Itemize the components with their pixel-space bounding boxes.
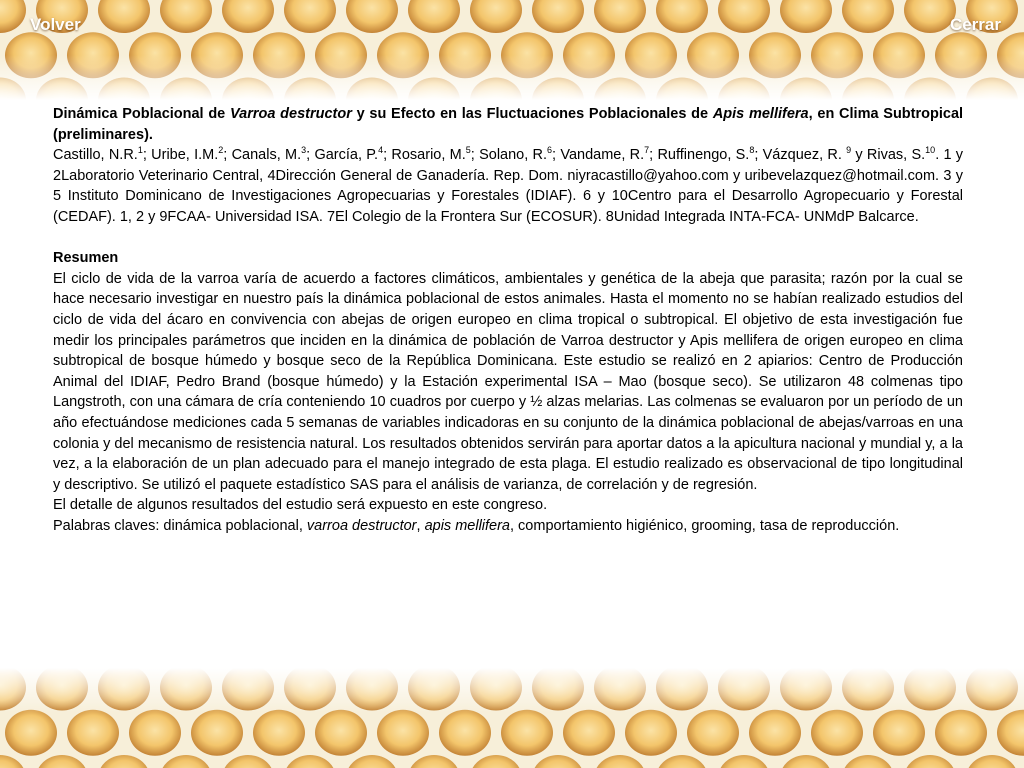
honeycomb-cell bbox=[191, 710, 243, 756]
author-superscript: 4 bbox=[378, 145, 384, 156]
honeycomb-cell bbox=[315, 710, 367, 756]
affiliations-text: . 1 y 2Laboratorio Veterinario Central, 4Dirección General de Ganadería. Rep. Dom. niyracastillo@yahoo.com y uribevelazquez@hotmail.com. 3 y 5 Instituto Dominicano de Investigaciones Agropecuarias y Forestales (IDIAF). 6 y 10Centro para el Desarrollo Agropecuario y Forestal (CEDAF). 1, 2 y 9FCAA- Universidad ISA. 7El Colegio de la Frontera Sur (ECOSUR). 8Unidad Integrada INTA-FCA- UNMdP Balcarce. bbox=[53, 147, 964, 225]
author-superscript: 10 bbox=[925, 145, 936, 156]
author-name: García, P. bbox=[314, 147, 379, 164]
title-text-2: y su Efecto en las Fluctuaciones Poblacionales de bbox=[351, 106, 713, 122]
honeycomb-cell bbox=[67, 710, 119, 756]
abstract-heading: Resumen bbox=[53, 250, 119, 267]
honeycomb-cell bbox=[253, 710, 305, 756]
honeycomb-banner-top bbox=[0, 0, 1024, 100]
author-list: Castillo, N.R.$^1$; Uribe, I.M.$^2$; Canals, M.$^3$; García, P.$^4$; Rosario, M.$^5$; Solano, R.$^6$; Vandame, R.$^7$; Ruffinengo, S.$^8$; Vázquez, R. $^9$ y Rivas, S.$^{10}$ bbox=[53, 145, 936, 164]
honeycomb-cell bbox=[873, 710, 925, 756]
honeycomb-cell bbox=[749, 710, 801, 756]
title-species-apis: Apis mellifera bbox=[712, 106, 809, 122]
close-link[interactable]: Cerrar bbox=[949, 15, 1001, 34]
author-name: Canals, M. bbox=[231, 147, 302, 164]
honeycomb-cell bbox=[439, 710, 491, 756]
title-text-3: , en Clima Subtropical (preliminares). bbox=[53, 106, 964, 143]
keywords-suffix: , comportamiento higiénico, grooming, tasa de reproducción. bbox=[510, 517, 900, 534]
keywords bbox=[53, 516, 963, 537]
keyword-varroa: varroa destructor bbox=[306, 517, 417, 534]
author-superscript: 2 bbox=[218, 145, 224, 156]
honeycomb-cell bbox=[687, 710, 739, 756]
author-superscript: 3 bbox=[301, 145, 307, 156]
honeycomb-cell bbox=[563, 710, 615, 756]
authors-and-affiliations bbox=[53, 145, 963, 227]
honeycomb-cell bbox=[625, 710, 677, 756]
honeycomb-cell bbox=[935, 710, 987, 756]
title-text-1: Dinámica Poblacional de bbox=[53, 106, 230, 122]
author-name: Rosario, M. bbox=[391, 147, 466, 164]
honeycomb-cell bbox=[811, 710, 863, 756]
author-name: Ruffinengo, S. bbox=[657, 147, 750, 164]
abstract-body: El ciclo de vida de la varroa varía de acuerdo a factores climáticos, ambientales y genética de la abeja que parasita; razón por la cual se hace necesario investigar en nuestro país la dinámica poblacional de estos animales. Hasta el momento no se habían realizado estudios del ciclo de vida del ácaro en convivencia con abejas de origen europeo en clima tropical o subtropical. El objetivo de esta investigación fue medir los principales parámetros que inciden en la dinámica de población de Varroa destructor y Apis mellifera de origen europeo en clima subtropical de bosque húmedo y bosque seco de la República Dominicana. Este estudio se realizó en 2 apiarios: Centro de Producción Animal del IDIAF, Pedro Brand (bosque húmedo) y la Estación experimental ISA – Mao (bosque seco). Se utilizaron 48 colmenas tipo Langstroth, con una cámara de cría conteniendo 10 cuadros por cuerpo y ½ alzas melarias. Las colmenas se evaluaron por un período de un año efectuándose mediciones cada 5 semanas de variables indicadoras en su conjunto de la dinámica poblacional de abejas/varroas en una colonia y del mecanismo de resistencia natural. Los resultados obtenidos servirán para aportar datos a la apicultura nacional y mundial y, a la vez, a la elaboración de un plan adecuado para el manejo integrado de esta plaga. El estudio realizado es observacional de tipo longitudinal y descriptivo. Se utilizó el paquete estadístico SAS para el análisis de varianza, de correlación y de regresión. bbox=[53, 270, 963, 493]
article-title bbox=[53, 104, 963, 145]
author-superscript: 8 bbox=[749, 145, 755, 156]
section-spacer bbox=[53, 228, 963, 249]
honeycomb-cell bbox=[129, 710, 181, 756]
author-name: Uribe, I.M. bbox=[151, 147, 219, 164]
honeycomb-cell bbox=[5, 710, 57, 756]
banner-fade-bottom bbox=[0, 668, 1024, 713]
title-species-varroa: Varroa destructor bbox=[230, 106, 352, 122]
honeycomb-banner-bottom bbox=[0, 668, 1024, 768]
author-superscript: 9 bbox=[846, 145, 852, 156]
honeycomb-cell bbox=[377, 710, 429, 756]
back-link[interactable]: Volver bbox=[30, 15, 81, 34]
author-name: Castillo, N.R. bbox=[53, 147, 138, 164]
author-superscript: 1 bbox=[137, 145, 143, 156]
article-content bbox=[53, 104, 963, 536]
honeycomb-cell bbox=[501, 710, 553, 756]
keywords-prefix: Palabras claves: dinámica poblacional, bbox=[53, 517, 307, 534]
author-name: Vandame, R. bbox=[560, 147, 645, 164]
author-superscript: 5 bbox=[465, 145, 471, 156]
author-name: Solano, R. bbox=[479, 147, 548, 164]
banner-fade-top bbox=[0, 55, 1024, 100]
details-note: El detalle de algunos resultados del estudio será expuesto en este congreso. bbox=[53, 497, 548, 514]
author-superscript: 6 bbox=[547, 145, 553, 156]
keywords-separator: , bbox=[416, 517, 425, 534]
keyword-apis: apis mellifera bbox=[424, 517, 510, 534]
author-name: Vázquez, R. bbox=[762, 147, 847, 164]
author-name: y Rivas, S. bbox=[851, 147, 926, 164]
author-superscript: 7 bbox=[644, 145, 650, 156]
